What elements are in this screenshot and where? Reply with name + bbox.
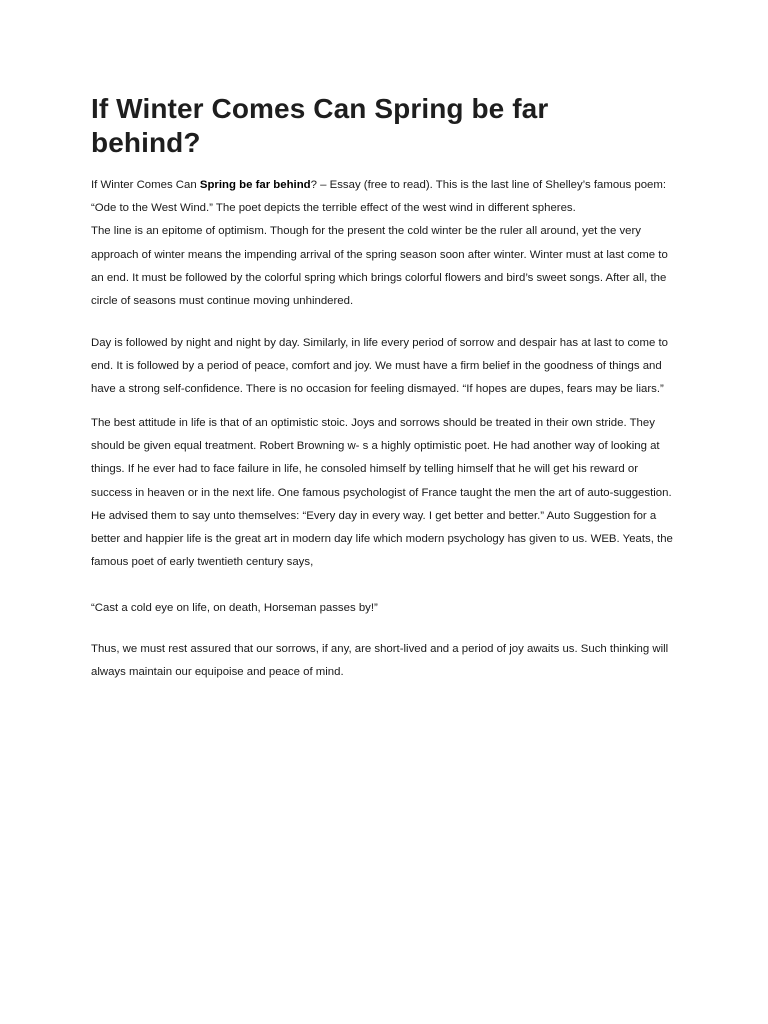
intro-continuation-text: The line is an epitome of optimism. Though for the present the cold winter be the ruler all around, yet the very approach of winter means the impending arrival of the spring season soon after winter. Winter must at last come to an end. It must be followed by the colorful spring which brings colorful flowers and bird’s sweet songs. After all, the circle of seasons must continue moving unhindered. <box>91 225 668 308</box>
page-title: If Winter Comes Can Spring be far behind? <box>91 93 549 158</box>
intro-bold-phrase: Spring be far behind <box>199 179 311 191</box>
paragraph-day-night: Day is followed by night and night by day. Similarly, in life every period of sorrow and despair has at last to come to end. It is followed by a period of peace, comfort and joy. We must have a firm belief in the goodness of things and have a strong self-confidence. There is no occasion for feeling dismayed. “If hopes are dupes, fears may be liars.” <box>91 337 668 396</box>
intro-rest-text: ? – Essay (free to read). This is the last line of Shelley’s famous poem: “Ode to the West Wind.” The poet depicts the terrible effect of the west wind in different spheres. <box>91 179 667 215</box>
intro-lead-text: If Winter Comes Can <box>91 179 200 191</box>
quote-paragraph: “Cast a cold eye on life, on death, Horseman passes by!” <box>91 602 378 614</box>
paragraph-optimistic-stoic: The best attitude in life is that of an optimistic stoic. Joys and sorrows should be treated in their own stride. They should be given equal treatment. Robert Browning w- s a highly optimistic poet. He had another way of looking at things. If he ever had to face failure in life, he consoled himself by telling himself that he will get his reward or success in heaven or in the next life. One famous psychologist of France taught the men the art of auto-suggestion. He advised them to say unto themselves: “Every day in every way. I get better and better.” Auto Suggestion for a better and happier life is the great art in modern day life which modern psychology has given to us. WEB. Yeats, the famous poet of early twentieth century says, <box>91 417 673 569</box>
paragraph-conclusion: Thus, we must rest assured that our sorrows, if any, are short-lived and a period of joy awaits us. Such thinking will always maintain our equipoise and peace of mind. <box>91 643 669 679</box>
intro-paragraph <box>91 174 681 313</box>
